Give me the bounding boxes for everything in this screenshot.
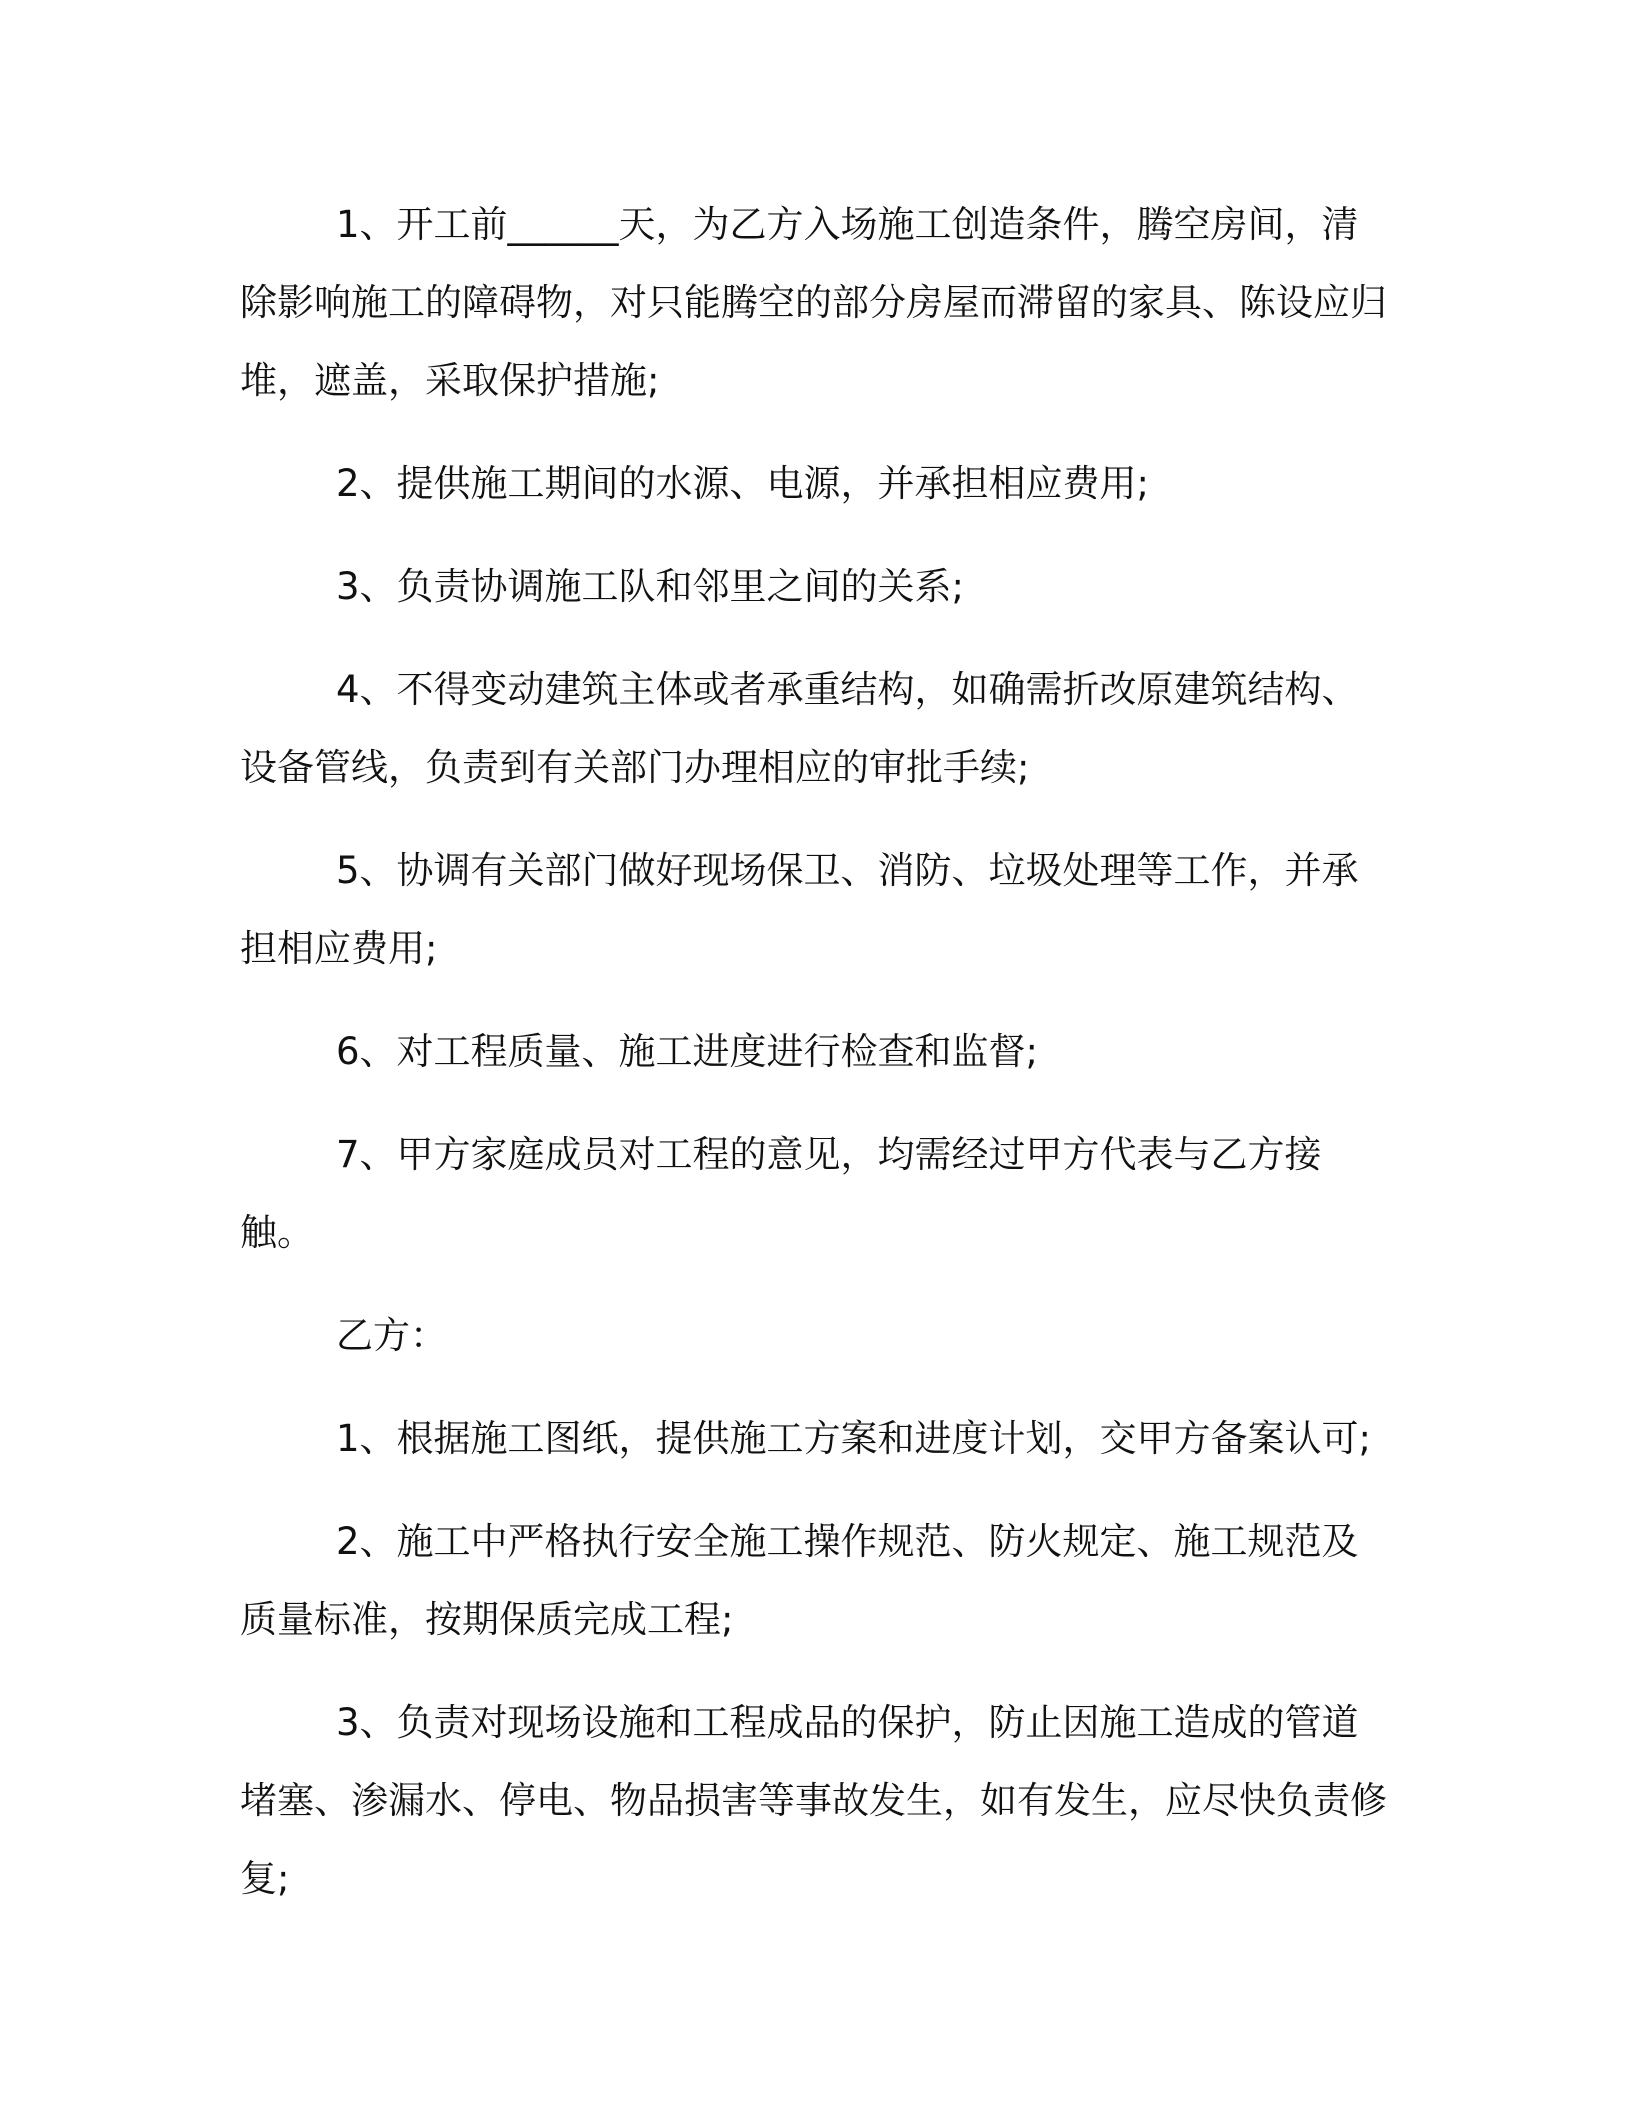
paragraph-party-a-item-4: 4、不得变动建筑主体或者承重结构，如确需折改原建筑结构、设备管线，负责到有关部门办理相应的审批手续; [240, 668, 1359, 789]
paragraph-party-a-item-1: 1、开工前______天，为乙方入场施工创造条件，腾空房间，清除影响施工的障碍物，对只能腾空的部分房屋而滞留的家具、陈设应归堆，遮盖，采取保护措施; [240, 203, 1387, 402]
paragraph-party-b-item-2: 2、施工中严格执行安全施工操作规范、防火规定、施工规范及质量标准，按期保质完成工程; [240, 1520, 1359, 1641]
paragraph-party-b-item-3: 3、负责对现场设施和工程成品的保护，防止因施工造成的管道堵塞、渗漏水、停电、物品损害等事故发生，如有发生，应尽快负责修复; [240, 1701, 1387, 1900]
section-heading-party-b: 乙方： [336, 1314, 447, 1357]
paragraph-party-a-item-6: 6、对工程质量、施工进度进行检查和监督; [336, 1030, 1039, 1073]
paragraph-party-a-item-5: 5、协调有关部门做好现场保卫、消防、垃圾处理等工作，并承担相应费用; [240, 849, 1359, 970]
paragraph-party-a-item-3: 3、负责协调施工队和邻里之间的关系; [336, 565, 965, 608]
paragraph-party-a-item-7: 7、甲方家庭成员对工程的意见，均需经过甲方代表与乙方接触。 [240, 1133, 1322, 1254]
paragraph-party-a-item-2: 2、提供施工期间的水源、电源，并承担相应费用; [336, 462, 1150, 505]
paragraph-party-b-item-1: 1、根据施工图纸，提供施工方案和进度计划，交甲方备案认可; [336, 1417, 1372, 1460]
document-body [240, 186, 1392, 1943]
